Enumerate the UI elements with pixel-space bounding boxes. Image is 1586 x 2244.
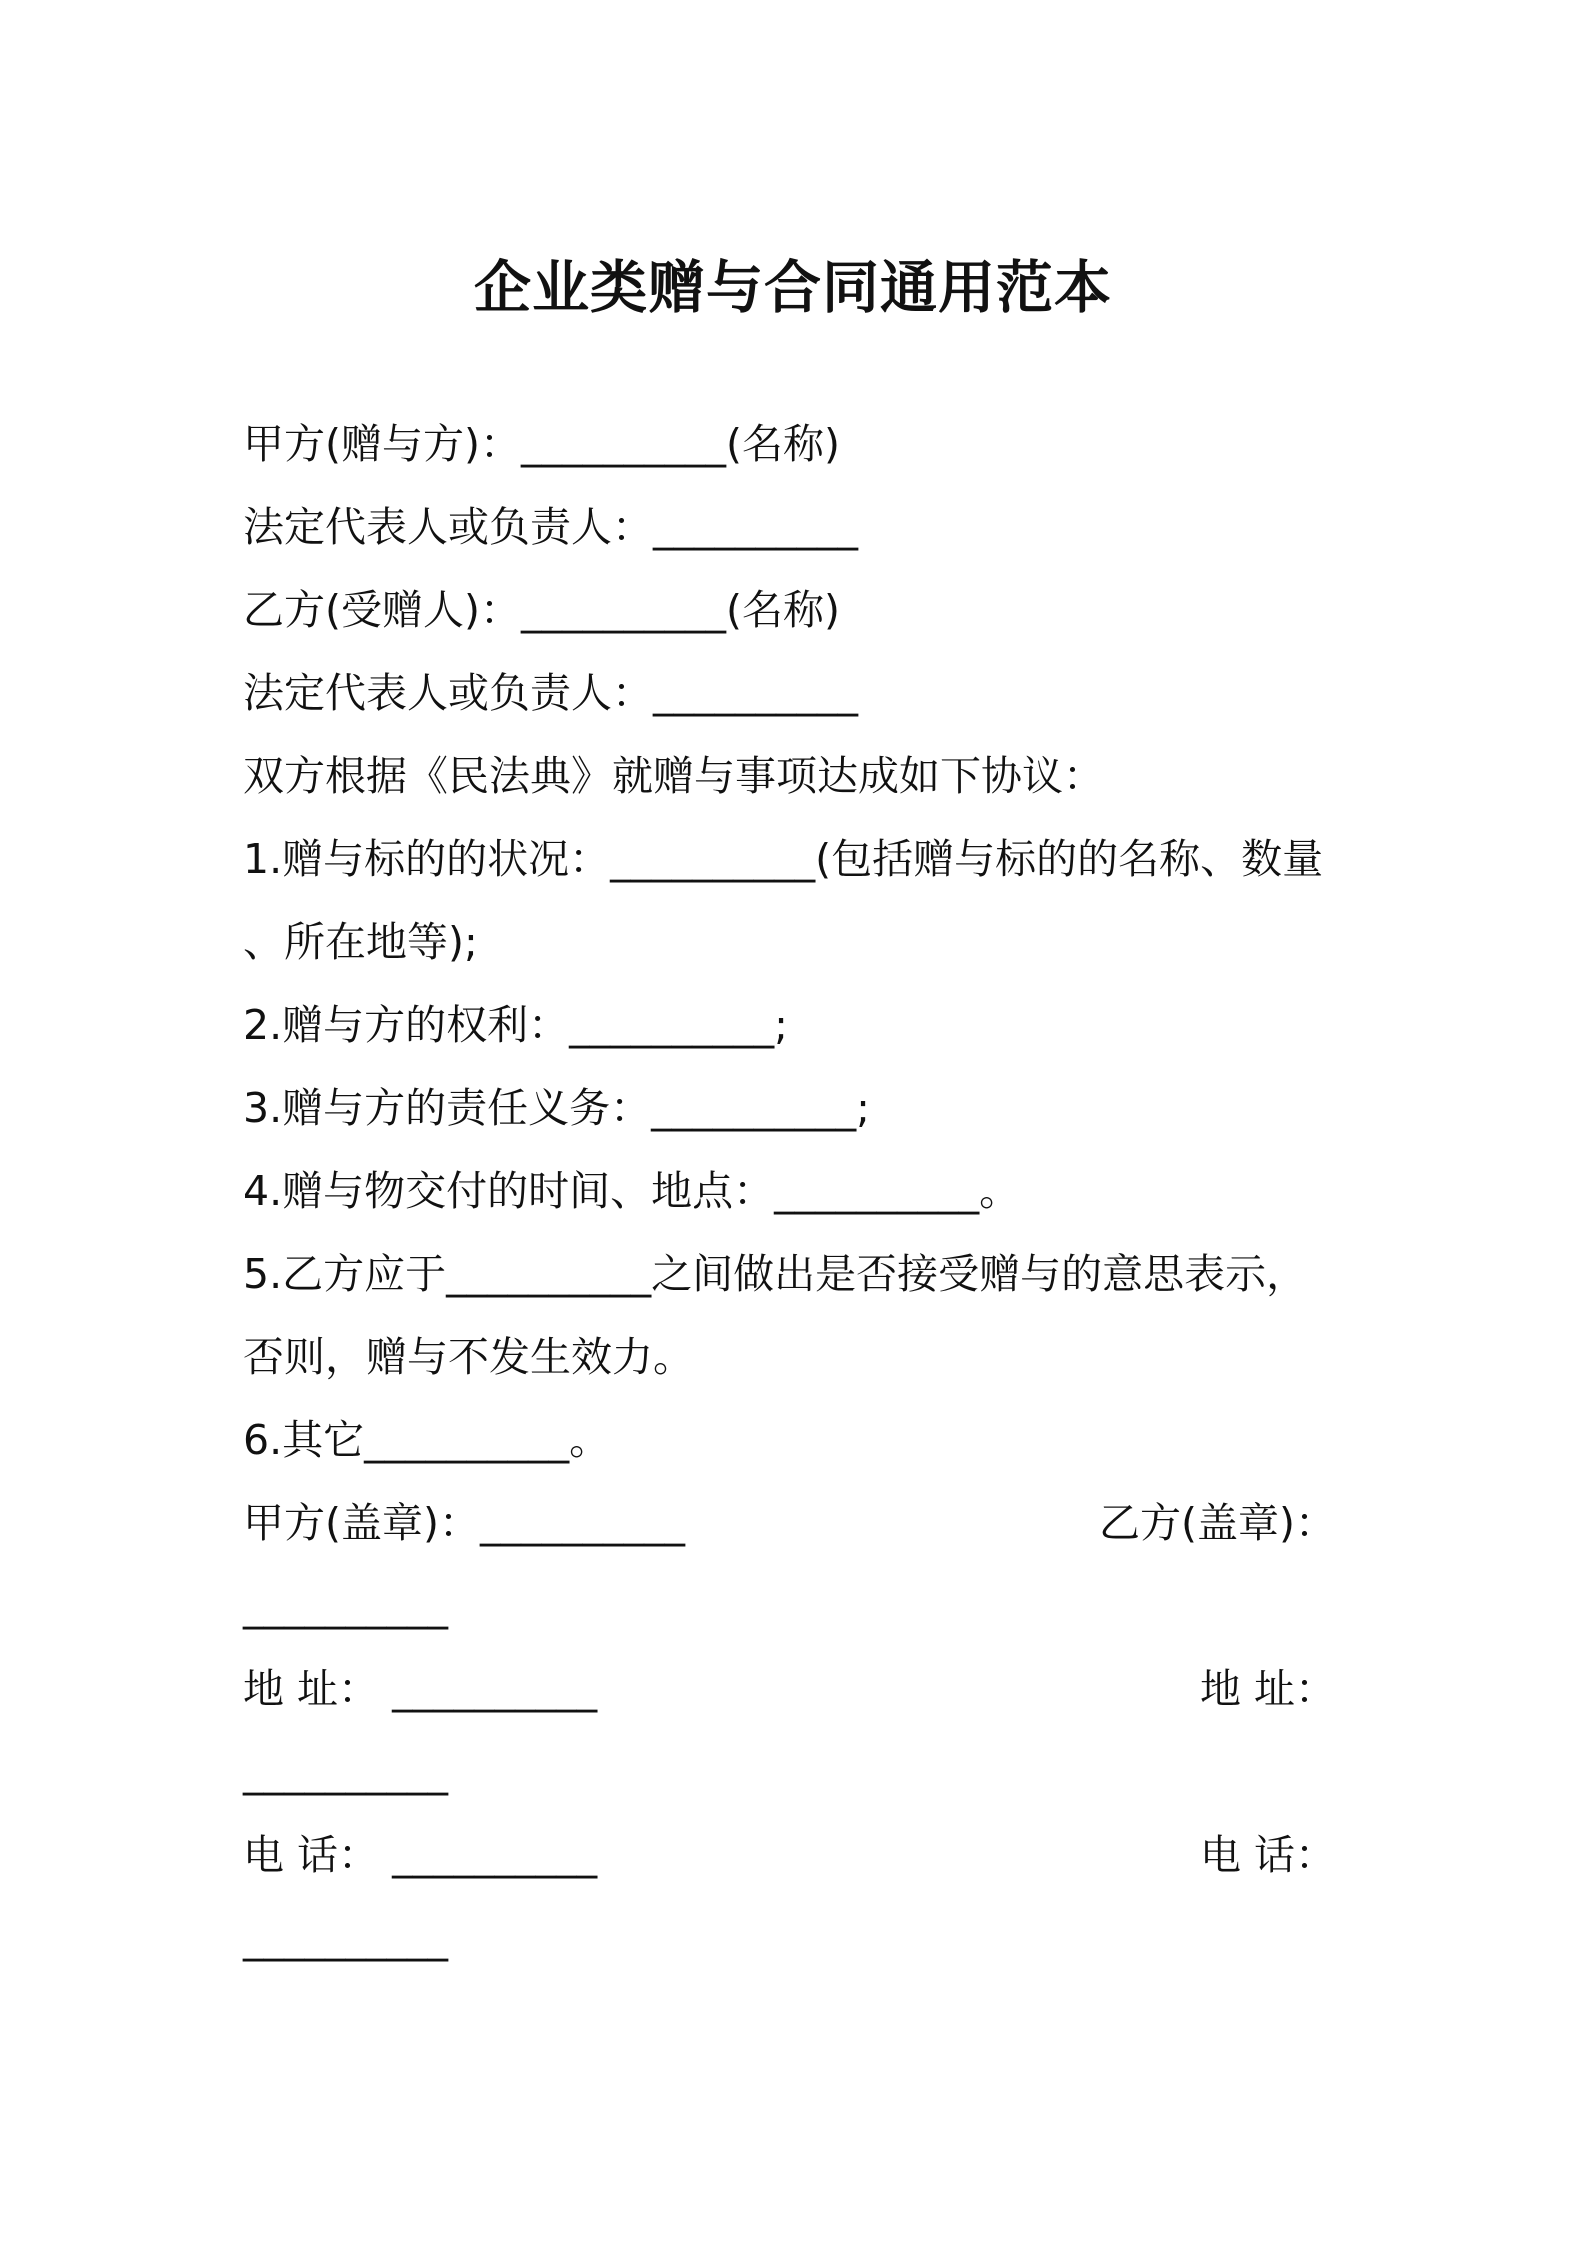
rep-a-line: 法定代表人或负责人：__________ <box>243 503 858 551</box>
document-title: 企业类赠与合同通用范本 <box>474 255 1112 321</box>
seal-b-blank: __________ <box>243 1582 448 1630</box>
clause-1-line-1: 1.赠与标的的状况：__________(包括赠与标的的名称、数量 <box>243 835 1324 883</box>
clause-6-line: 6.其它__________。 <box>243 1416 611 1464</box>
address-b-blank: __________ <box>243 1748 448 1796</box>
clause-5-line-2: 否则，赠与不发生效力。 <box>243 1333 694 1381</box>
clause-5-line-1: 5.乙方应于__________之间做出是否接受赠与的意思表示， <box>243 1250 1308 1298</box>
seal-b-label: 乙方(盖章)： <box>1099 1499 1336 1547</box>
phone-a-line: 电 话： __________ <box>243 1831 598 1879</box>
party-b-line: 乙方(受赠人)：__________(名称) <box>243 586 840 634</box>
clause-4-line: 4.赠与物交付的时间、地点：__________。 <box>243 1167 1021 1215</box>
clause-3-line: 3.赠与方的责任义务：__________; <box>243 1084 870 1132</box>
address-a-line: 地 址： __________ <box>243 1665 598 1713</box>
seal-a-line: 甲方(盖章)：__________ <box>243 1499 685 1547</box>
intro-line: 双方根据《民法典》就赠与事项达成如下协议： <box>243 752 1104 800</box>
rep-b-line: 法定代表人或负责人：__________ <box>243 669 858 717</box>
phone-b-blank: __________ <box>243 1914 448 1962</box>
party-a-line: 甲方(赠与方)：__________(名称) <box>243 420 840 468</box>
clause-2-line: 2.赠与方的权利：__________; <box>243 1001 788 1049</box>
phone-b-label: 电 话： <box>1199 1831 1336 1879</box>
address-b-label: 地 址： <box>1199 1665 1336 1713</box>
clause-1-line-2: 、所在地等); <box>243 918 478 966</box>
